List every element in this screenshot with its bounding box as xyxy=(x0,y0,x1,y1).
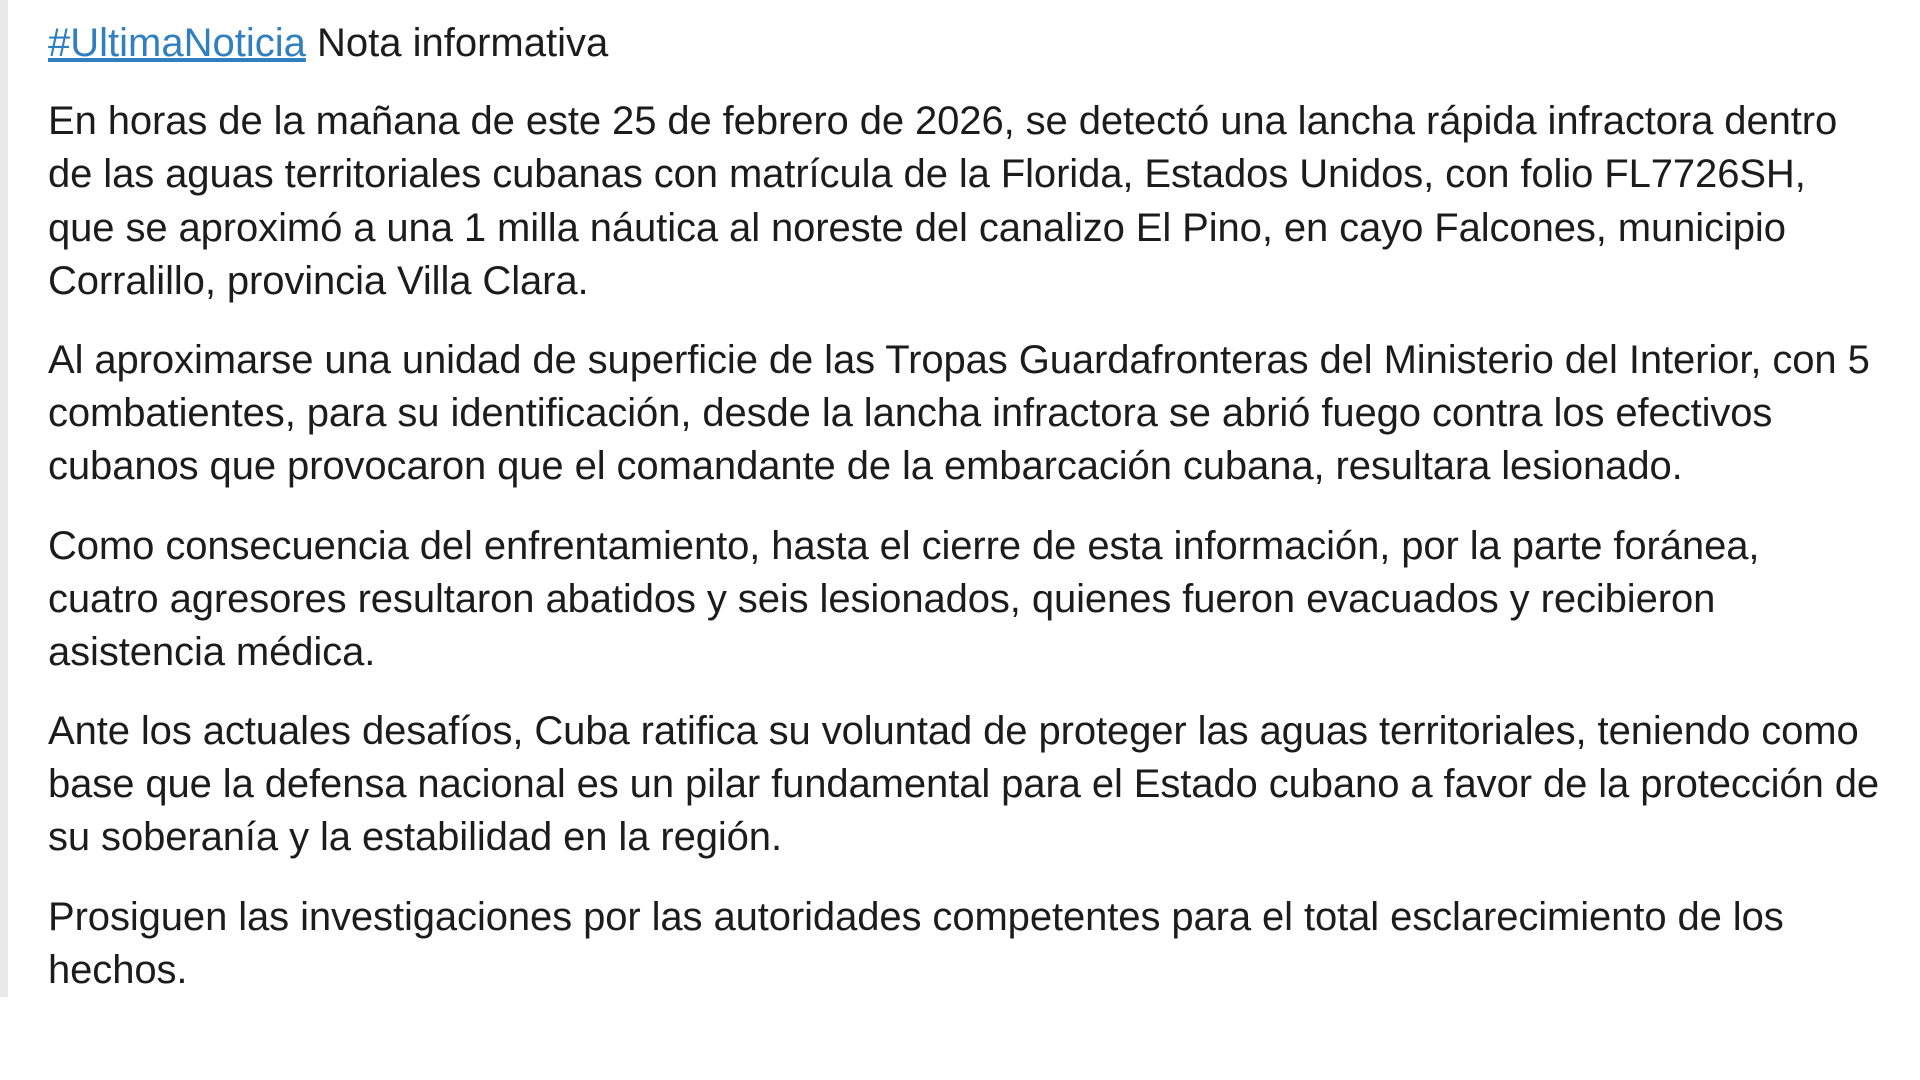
post-headline xyxy=(48,18,1880,69)
post-paragraph: Ante los actuales desafíos, Cuba ratifica su voluntad de proteger las aguas territoriales, teniendo como base que la defensa nacional es un pilar fundamental para el Estado cubano a favor de la protección de su soberanía y la estabilidad en la región. xyxy=(48,709,1880,860)
post-paragraph: Al aproximarse una unidad de superficie de las Tropas Guardafronteras del Ministerio del Interior, con 5 combatientes, para su identificación, desde la lancha infractora se abrió fuego contra los efectivos cubanos que provocaron que el comandante de la embarcación cubana, resultara lesionado. xyxy=(48,337,1870,489)
post-paragraph: Prosiguen las investigaciones por las autoridades competentes para el total esclarecimiento de los hechos. xyxy=(48,894,1784,992)
post-paragraph: Como consecuencia del enfrentamiento, hasta el cierre de esta información, por la parte foránea, cuatro agresores resultaron abatidos y seis lesionados, quienes fueron evacuados y recibieron asistencia médica. xyxy=(48,523,1760,674)
hashtag-link[interactable]: #UltimaNoticia xyxy=(48,21,306,65)
headline-label: Nota informativa xyxy=(316,21,609,65)
post-paragraph: En horas de la mañana de este 25 de febrero de 2026, se detectó una lancha rápida infractora dentro de las aguas territoriales cubanas con matrícula de la Florida, Estados Unidos, con folio FL7726SH, que se aproximó a una 1 milla náutica al noreste del canalizo El Pino, en cayo Falcones, municipio Corralillo, provincia Villa Clara. xyxy=(48,99,1838,303)
